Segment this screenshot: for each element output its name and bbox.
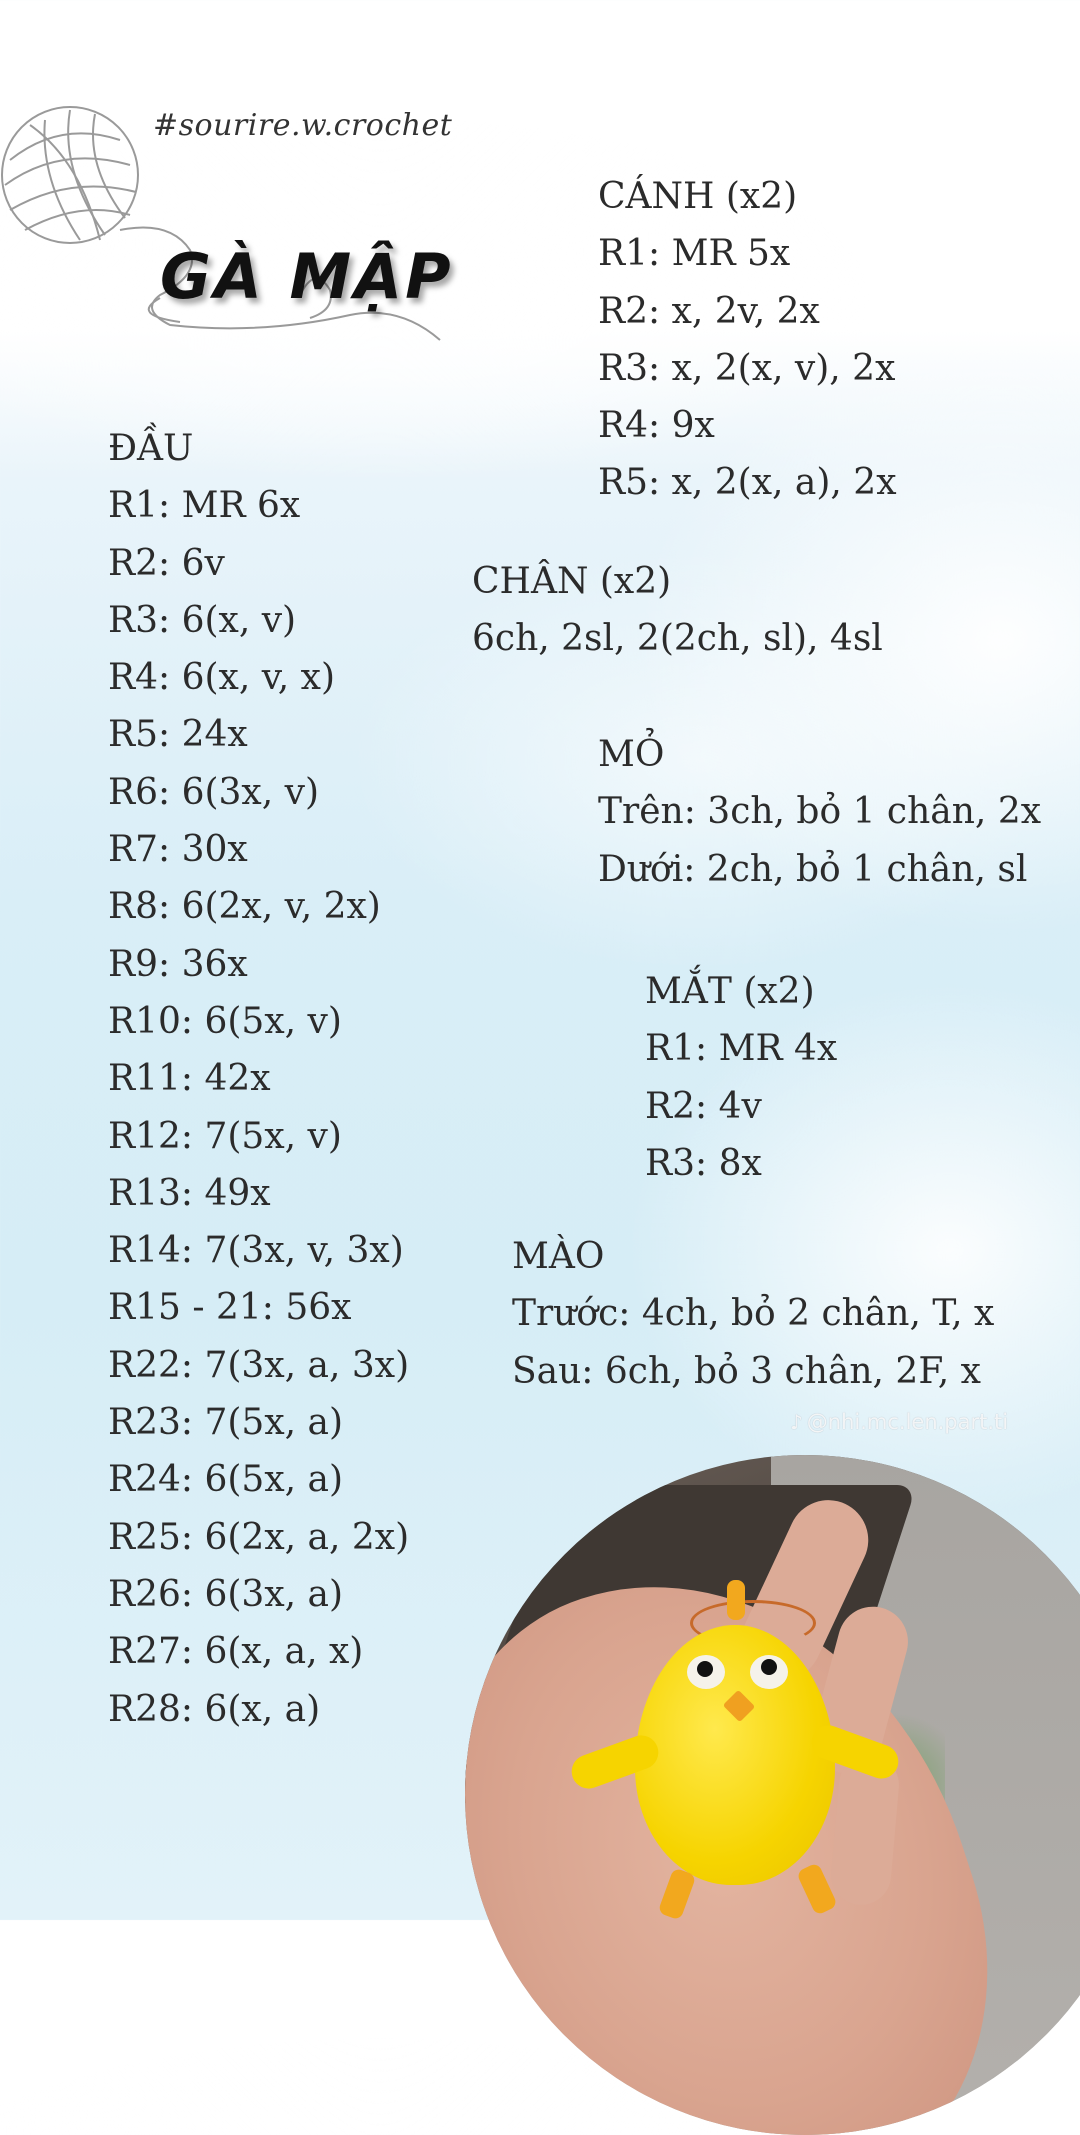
watermark-handle: @nhi.mc.len.part.ti <box>806 1410 1009 1434</box>
section-heading: MÀO <box>512 1236 605 1277</box>
pattern-row: R12: 7(5x, v) <box>108 1115 342 1157</box>
pattern-row: R7: 30x <box>108 829 248 871</box>
pattern-row: R22: 7(3x, a, 3x) <box>108 1344 410 1386</box>
pattern-row: R15 - 21: 56x <box>108 1287 352 1329</box>
pattern-row: R3: 8x <box>645 1142 762 1184</box>
pattern-row: R1: MR 6x <box>108 485 301 527</box>
pattern-title: GÀ MẬP <box>160 240 454 313</box>
pattern-row: R28: 6(x, a) <box>108 1688 321 1730</box>
chick-pupil-left <box>697 1661 713 1677</box>
section-heading: CÁNH (x2) <box>598 176 798 217</box>
pattern-row: R1: MR 5x <box>598 233 791 275</box>
section-heading: MẮT (x2) <box>645 971 815 1012</box>
section-leg <box>472 553 883 668</box>
pattern-row: R1: MR 4x <box>645 1028 838 1070</box>
section-beak <box>598 726 1041 898</box>
pattern-row: R23: 7(5x, a) <box>108 1402 344 1444</box>
pattern-row: R10: 6(5x, v) <box>108 1000 342 1042</box>
pattern-row: R3: 6(x, v) <box>108 599 297 641</box>
pattern-row: R24: 6(5x, a) <box>108 1459 344 1501</box>
pattern-row: Sau: 6ch, bỏ 3 chân, 2F, x <box>512 1350 981 1392</box>
pattern-row: R6: 6(3x, v) <box>108 771 320 813</box>
pattern-row: R11: 42x <box>108 1058 271 1100</box>
pattern-row: R4: 6(x, v, x) <box>108 657 336 699</box>
pattern-row: Dưới: 2ch, bỏ 1 chân, sl <box>598 848 1028 890</box>
pattern-row: R14: 7(3x, v, 3x) <box>108 1230 404 1272</box>
chick-pupil-right <box>761 1659 777 1675</box>
pattern-row: R3: x, 2(x, v), 2x <box>598 347 896 389</box>
pattern-row: Trước: 4ch, bỏ 2 chân, T, x <box>512 1293 995 1335</box>
section-comb <box>512 1228 994 1400</box>
pattern-row: R2: x, 2v, 2x <box>598 290 820 332</box>
chick-comb <box>727 1580 745 1620</box>
section-heading: CHÂN (x2) <box>472 561 672 602</box>
pattern-row: 6ch, 2sl, 2(2ch, sl), 4sl <box>472 618 883 660</box>
section-wing <box>598 168 897 512</box>
brand-hashtag: #sourire.w.crochet <box>153 108 453 143</box>
pattern-row: R27: 6(x, a, x) <box>108 1631 364 1673</box>
section-head <box>108 420 409 1738</box>
section-heading: ĐẦU <box>108 428 194 469</box>
chick-photo <box>465 1455 1080 2135</box>
pattern-row: R4: 9x <box>598 405 715 447</box>
pattern-row: R9: 36x <box>108 943 248 985</box>
pattern-row: R25: 6(2x, a, 2x) <box>108 1516 410 1558</box>
tiktok-icon: ♪ <box>790 1410 803 1434</box>
pattern-row: R5: x, 2(x, a), 2x <box>598 462 897 504</box>
pattern-row: Trên: 3ch, bỏ 1 chân, 2x <box>598 791 1042 833</box>
tiktok-watermark <box>790 1410 1008 1434</box>
pattern-row: R2: 4v <box>645 1085 762 1127</box>
section-eye <box>645 963 837 1192</box>
section-heading: MỎ <box>598 734 665 775</box>
pattern-row: R2: 6v <box>108 542 225 584</box>
pattern-row: R13: 49x <box>108 1172 271 1214</box>
pattern-row: R26: 6(3x, a) <box>108 1573 344 1615</box>
pattern-row: R8: 6(2x, v, 2x) <box>108 886 381 928</box>
pattern-row: R5: 24x <box>108 714 248 756</box>
